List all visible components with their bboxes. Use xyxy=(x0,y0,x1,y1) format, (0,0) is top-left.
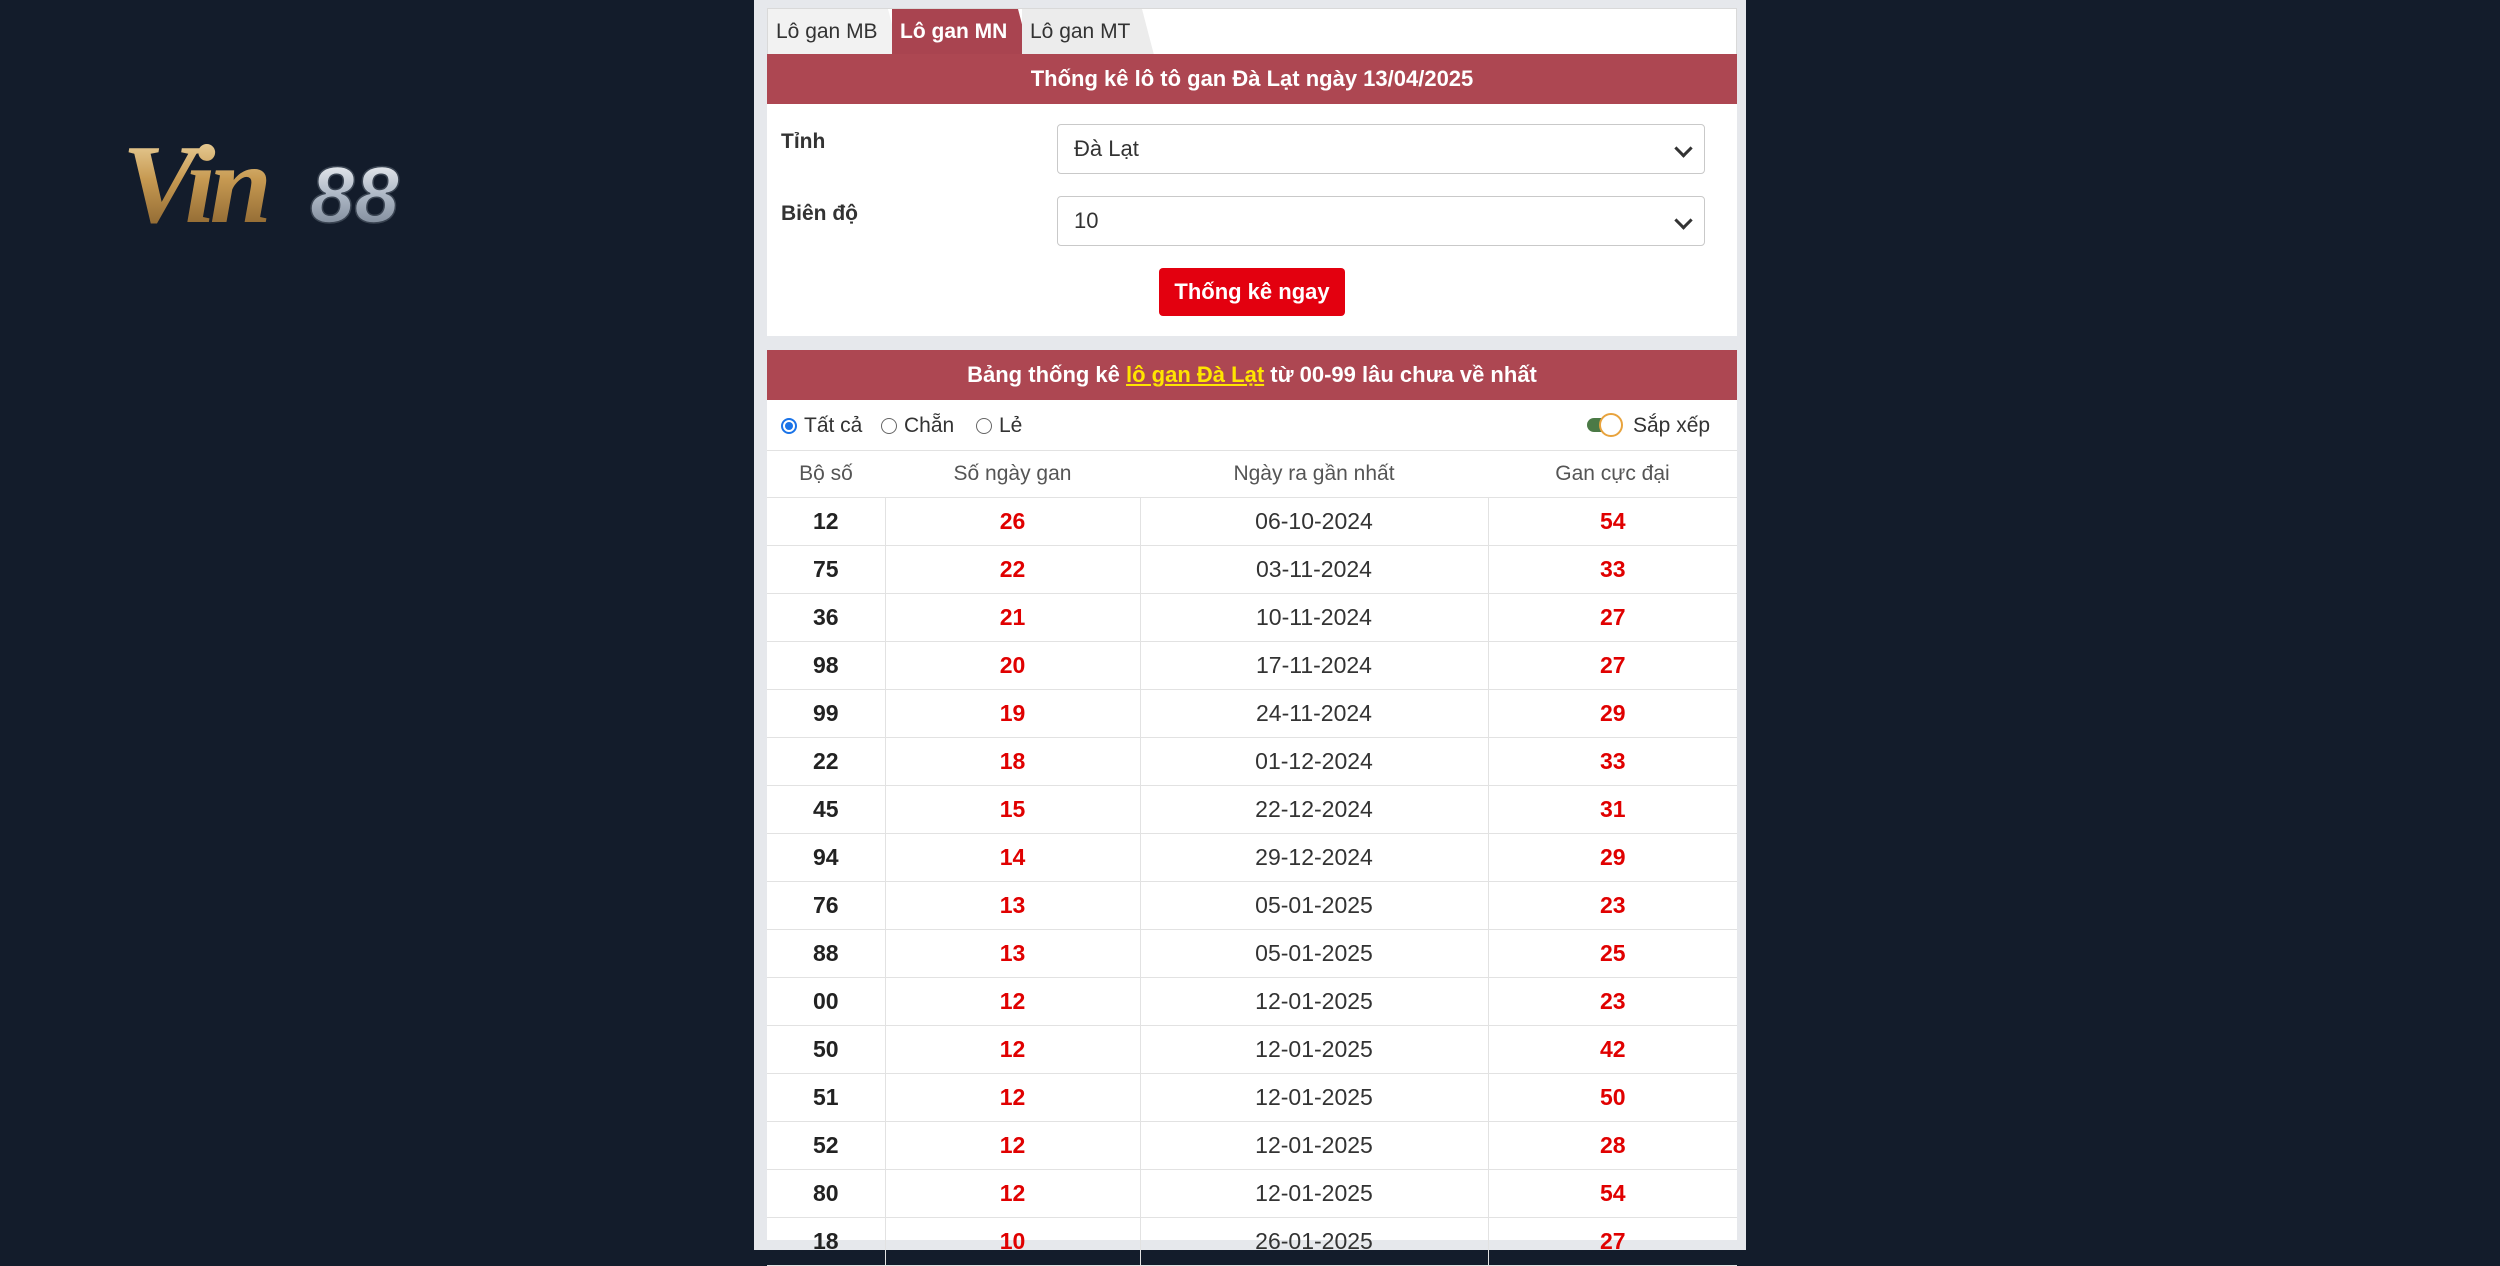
table-row xyxy=(767,546,1737,594)
cell-number: 98 xyxy=(767,642,885,690)
submit-button[interactable]: Thống kê ngay xyxy=(1159,268,1345,316)
table-row xyxy=(767,738,1737,786)
cell-days: 12 xyxy=(885,1170,1140,1218)
cell-max-gap: 29 xyxy=(1488,834,1737,882)
radio-even[interactable] xyxy=(881,414,954,438)
radio-all[interactable] xyxy=(781,414,862,438)
cell-last-date: 12-01-2025 xyxy=(1140,1170,1488,1218)
col-header-number: Bộ số xyxy=(767,451,885,498)
cell-last-date: 26-01-2025 xyxy=(1140,1218,1488,1266)
cell-number: 88 xyxy=(767,930,885,978)
cell-max-gap: 54 xyxy=(1488,1170,1737,1218)
col-header-max-gap: Gan cực đại xyxy=(1488,451,1737,498)
cell-last-date: 10-11-2024 xyxy=(1140,594,1488,642)
table-row xyxy=(767,1218,1737,1266)
radio-all-label: Tất cả xyxy=(804,414,863,437)
filter-bar xyxy=(767,400,1737,450)
table-title-suffix: từ 00-99 lâu chưa về nhất xyxy=(1264,362,1537,387)
col-header-days: Số ngày gan xyxy=(885,451,1140,498)
cell-number: 50 xyxy=(767,1026,885,1074)
table-row xyxy=(767,594,1737,642)
cell-number: 52 xyxy=(767,1122,885,1170)
chevron-down-icon xyxy=(1674,139,1692,157)
sort-toggle-knob xyxy=(1599,413,1623,437)
cell-number: 80 xyxy=(767,1170,885,1218)
cell-number: 76 xyxy=(767,882,885,930)
cell-max-gap: 27 xyxy=(1488,642,1737,690)
cell-days: 12 xyxy=(885,1074,1140,1122)
cell-last-date: 12-01-2025 xyxy=(1140,1074,1488,1122)
cell-number: 45 xyxy=(767,786,885,834)
cell-last-date: 22-12-2024 xyxy=(1140,786,1488,834)
table-title-prefix: Bảng thống kê xyxy=(967,362,1127,387)
table-row xyxy=(767,882,1737,930)
chevron-down-icon xyxy=(1674,211,1692,229)
tab-lo-gan-mt[interactable]: Lô gan MT xyxy=(1022,9,1142,55)
table-row xyxy=(767,930,1737,978)
range-value: 10 xyxy=(1074,208,1099,233)
form-title: Thống kê lô tô gan Đà Lạt ngày 13/04/2025 xyxy=(767,54,1737,104)
cell-days: 22 xyxy=(885,546,1140,594)
cell-max-gap: 28 xyxy=(1488,1122,1737,1170)
cell-number: 36 xyxy=(767,594,885,642)
table-body xyxy=(767,498,1737,1266)
sort-toggle[interactable] xyxy=(1585,412,1625,438)
radio-odd-label: Lẻ xyxy=(999,414,1023,437)
cell-days: 10 xyxy=(885,1218,1140,1266)
radio-odd-indicator xyxy=(976,418,992,434)
cell-last-date: 01-12-2024 xyxy=(1140,738,1488,786)
table-header-row xyxy=(767,451,1737,498)
cell-days: 13 xyxy=(885,930,1140,978)
cell-number: 99 xyxy=(767,690,885,738)
table-row xyxy=(767,1122,1737,1170)
sort-label: Sắp xếp xyxy=(1633,414,1711,437)
cell-number: 51 xyxy=(767,1074,885,1122)
radio-all-indicator xyxy=(781,418,797,434)
cell-last-date: 12-01-2025 xyxy=(1140,978,1488,1026)
cell-last-date: 24-11-2024 xyxy=(1140,690,1488,738)
cell-days: 12 xyxy=(885,978,1140,1026)
table-row xyxy=(767,834,1737,882)
cell-max-gap: 54 xyxy=(1488,498,1737,546)
cell-days: 15 xyxy=(885,786,1140,834)
table-title xyxy=(767,350,1737,400)
cell-max-gap: 31 xyxy=(1488,786,1737,834)
cell-last-date: 12-01-2025 xyxy=(1140,1122,1488,1170)
table-row xyxy=(767,978,1737,1026)
range-select[interactable] xyxy=(1057,196,1705,246)
cell-last-date: 29-12-2024 xyxy=(1140,834,1488,882)
cell-number: 12 xyxy=(767,498,885,546)
cell-days: 13 xyxy=(885,882,1140,930)
cell-number: 94 xyxy=(767,834,885,882)
cell-days: 12 xyxy=(885,1026,1140,1074)
cell-max-gap: 27 xyxy=(1488,1218,1737,1266)
table-row xyxy=(767,690,1737,738)
radio-even-label: Chẵn xyxy=(904,414,955,437)
cell-days: 20 xyxy=(885,642,1140,690)
cell-last-date: 06-10-2024 xyxy=(1140,498,1488,546)
radio-odd[interactable] xyxy=(976,414,1022,438)
vin88-logo xyxy=(122,118,482,234)
tab-lo-gan-mn[interactable]: Lô gan MN xyxy=(892,9,1018,55)
table-title-link[interactable]: lô gan Đà Lạt xyxy=(1126,362,1265,387)
table-row xyxy=(767,1170,1737,1218)
col-header-last-date: Ngày ra gần nhất xyxy=(1140,451,1488,498)
cell-max-gap: 42 xyxy=(1488,1026,1737,1074)
cell-number: 00 xyxy=(767,978,885,1026)
cell-last-date: 05-01-2025 xyxy=(1140,930,1488,978)
cell-max-gap: 25 xyxy=(1488,930,1737,978)
cell-max-gap: 27 xyxy=(1488,594,1737,642)
cell-days: 14 xyxy=(885,834,1140,882)
cell-days: 19 xyxy=(885,690,1140,738)
cell-last-date: 03-11-2024 xyxy=(1140,546,1488,594)
cell-max-gap: 50 xyxy=(1488,1074,1737,1122)
province-label: Tỉnh xyxy=(781,130,826,153)
cell-days: 21 xyxy=(885,594,1140,642)
cell-max-gap: 29 xyxy=(1488,690,1737,738)
cell-number: 22 xyxy=(767,738,885,786)
cell-number: 75 xyxy=(767,546,885,594)
province-select[interactable] xyxy=(1057,124,1705,174)
tab-lo-gan-mb[interactable]: Lô gan MB xyxy=(768,9,888,55)
stats-table xyxy=(767,450,1737,1266)
cell-last-date: 17-11-2024 xyxy=(1140,642,1488,690)
table-row xyxy=(767,498,1737,546)
cell-days: 18 xyxy=(885,738,1140,786)
province-value: Đà Lạt xyxy=(1074,136,1139,161)
table-row xyxy=(767,1026,1737,1074)
cell-max-gap: 23 xyxy=(1488,978,1737,1026)
range-label: Biên độ xyxy=(781,202,858,225)
table-row xyxy=(767,642,1737,690)
cell-days: 26 xyxy=(885,498,1140,546)
cell-max-gap: 33 xyxy=(1488,546,1737,594)
cell-max-gap: 33 xyxy=(1488,738,1737,786)
table-row xyxy=(767,786,1737,834)
cell-last-date: 05-01-2025 xyxy=(1140,882,1488,930)
cell-number: 18 xyxy=(767,1218,885,1266)
logo-vin: Vin xyxy=(122,123,266,234)
logo-88: 88 xyxy=(310,150,399,234)
cell-last-date: 12-01-2025 xyxy=(1140,1026,1488,1074)
lottery-tabs xyxy=(767,8,1737,54)
stats-table-card xyxy=(767,350,1737,1254)
filter-form xyxy=(767,54,1737,336)
table-row xyxy=(767,1074,1737,1122)
cell-days: 12 xyxy=(885,1122,1140,1170)
radio-even-indicator xyxy=(881,418,897,434)
cell-max-gap: 23 xyxy=(1488,882,1737,930)
